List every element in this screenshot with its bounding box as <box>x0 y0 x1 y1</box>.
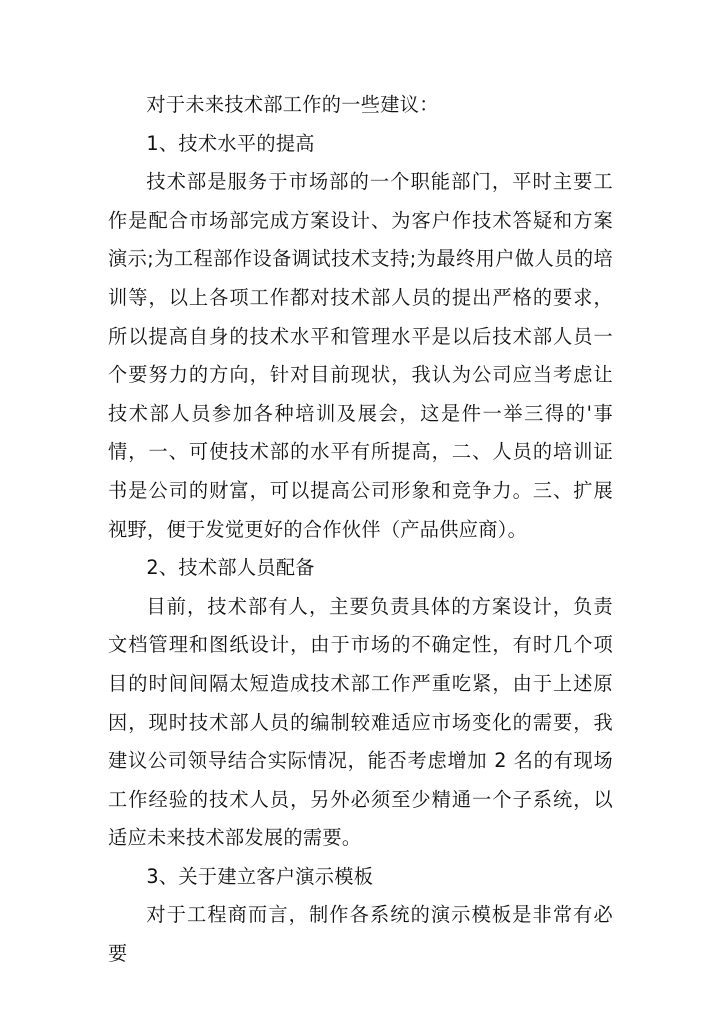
section-2-paragraph: 目前，技术部有人，主要负责具体的方案设计，负责文档管理和图纸设计，由于市场的不确定性，有时几个项目的时间间隔太短造成技术部工作严重吃紧，由于上述原因，现时技术部人员的编制较难适应市场变化的需要，我建议公司领导结合实际情况，能否考虑增加 2 名的有现场工作经验的技术人员，另外必须至少精通一个子系统，以适应未来技术部发展的需要。 <box>108 594 613 850</box>
section-1-paragraph: 技术部是服务于市场部的一个职能部门，平时主要工作是配合市场部完成方案设计、为客户作技术答疑和方案演示;为工程部作设备调试技术支持;为最终用户做人员的培训等，以上各项工作都对技术部人员的提出严格的要求，所以提高自身的技术水平和管理水平是以后技术部人员一个要努力的方向，针对目前现状，我认为公司应当考虑让技术部人员参加各种培训及展会，这是件一举三得的'事情，一、可使技术部的水平有所提高，二、人员的培训证书是公司的财富，可以提高公司形象和竞争力。三、扩展视野，便于发觉更好的合作伙伴（产品供应商）。 <box>108 170 613 541</box>
section-1-heading: 1、技术水平的提高 <box>146 131 315 155</box>
document-page <box>108 86 613 974</box>
section-2-heading: 2、技术部人员配备 <box>146 556 315 580</box>
document-intro: 对于未来技术部工作的一些建议： <box>146 93 439 116</box>
section-3-heading: 3、关于建立客户演示模板 <box>146 864 374 888</box>
section-3-paragraph: 对于工程商而言，制作各系统的演示模板是非常有必要 <box>108 903 613 966</box>
